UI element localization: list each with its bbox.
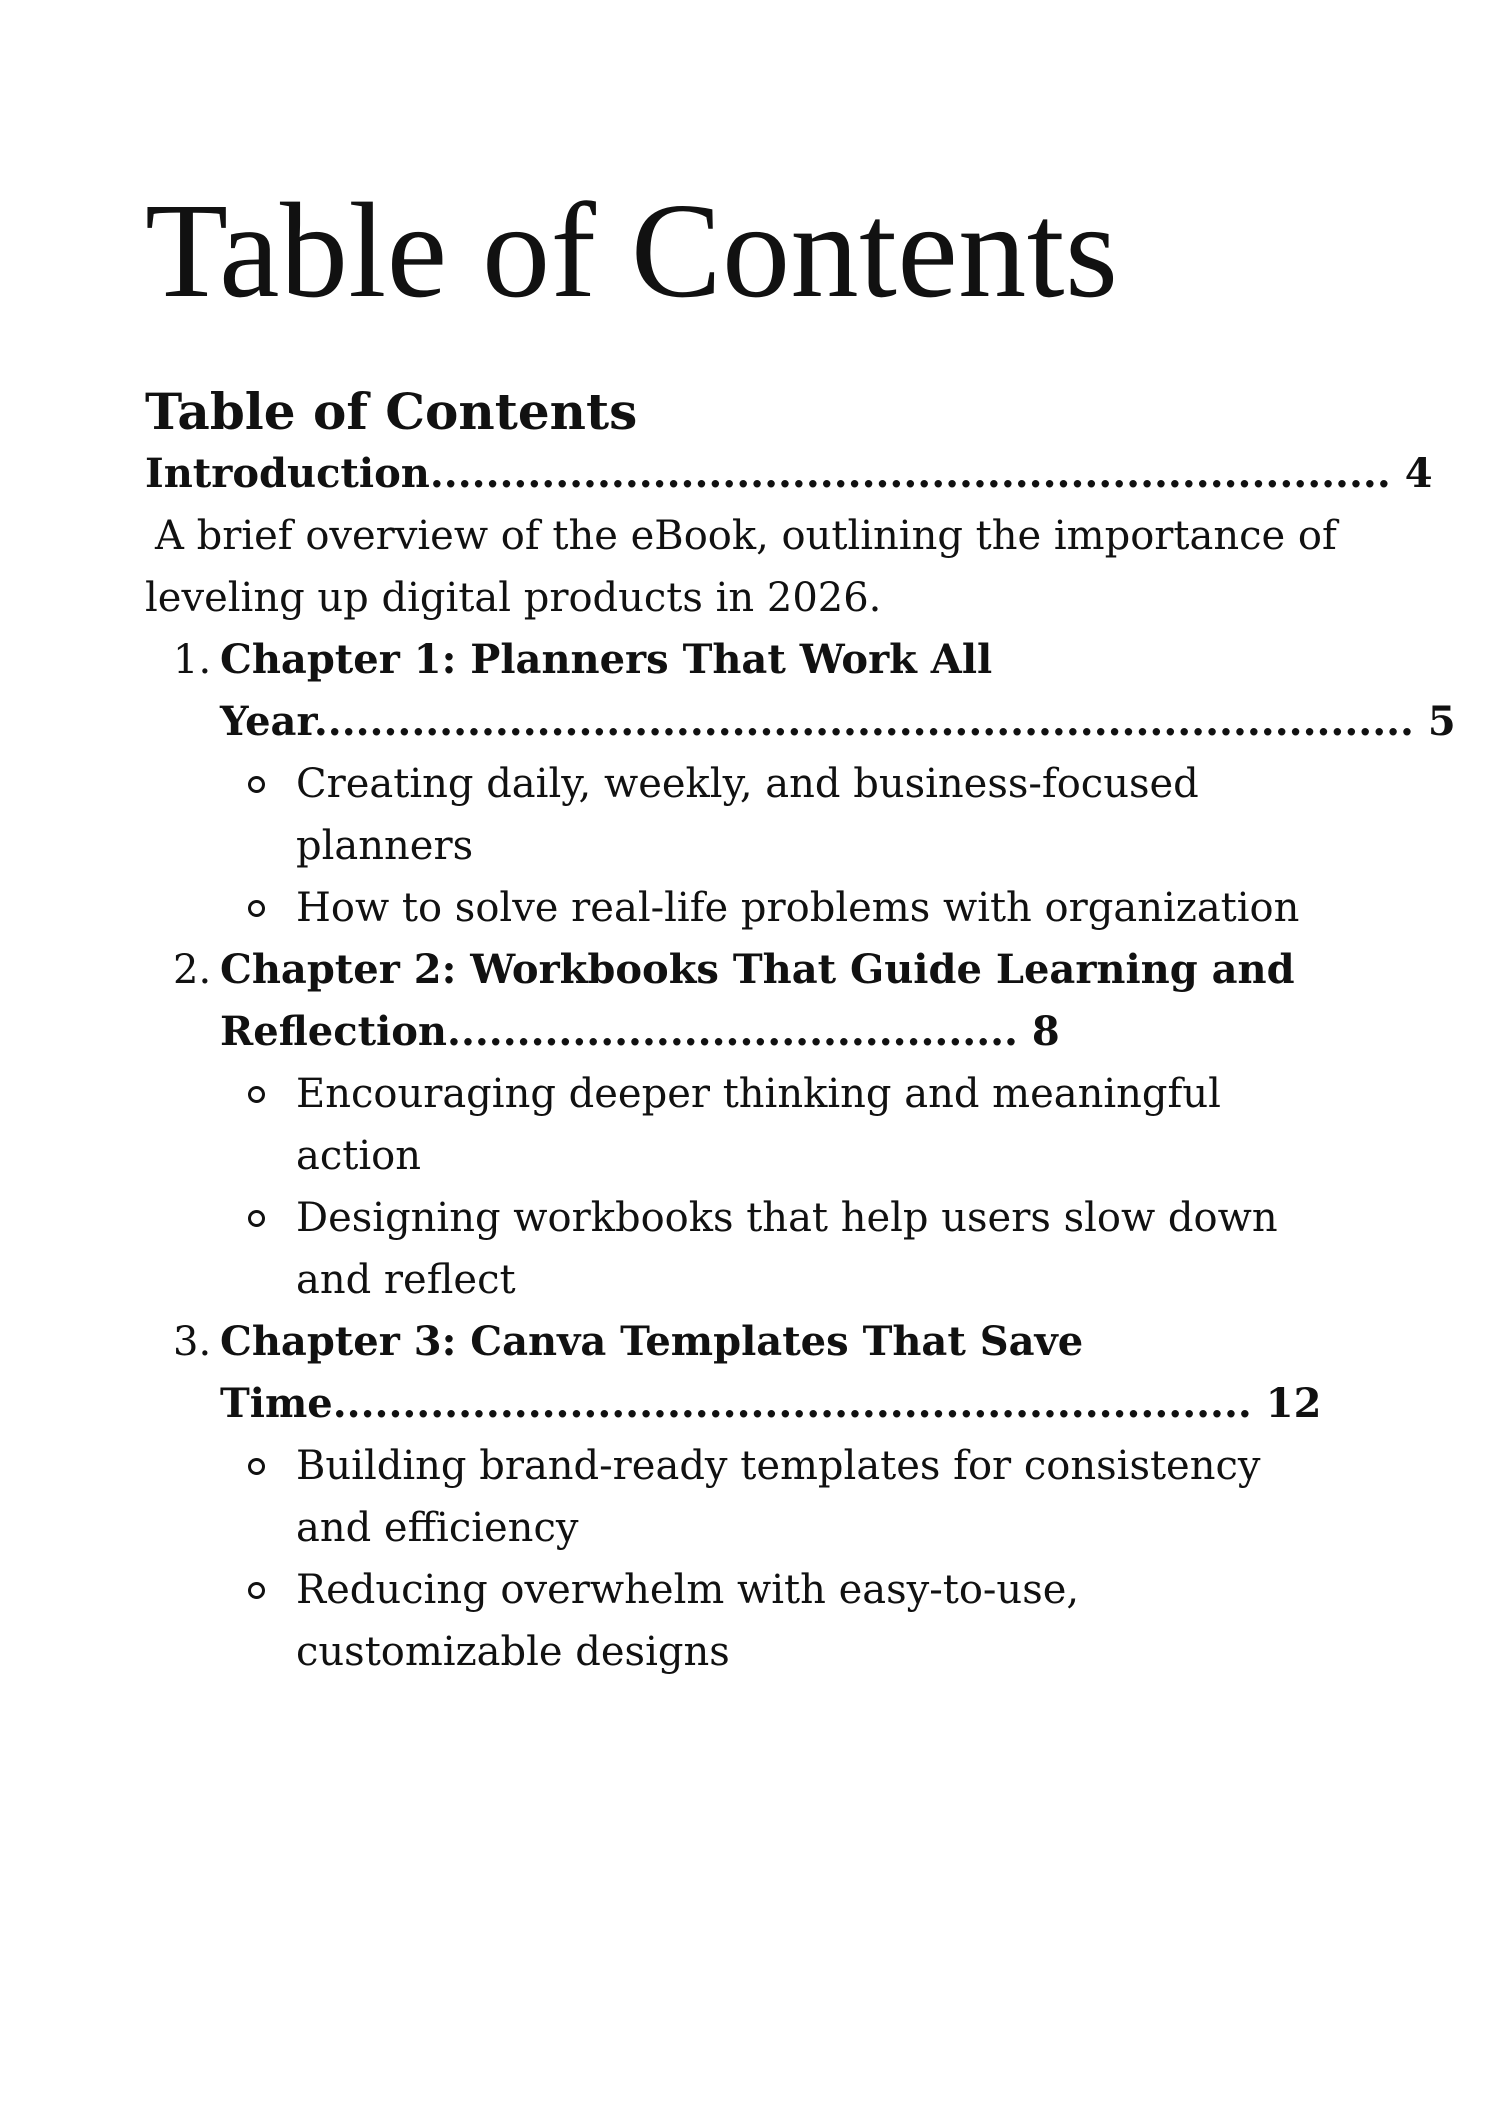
hollow-circle-bullet-icon bbox=[248, 776, 265, 793]
toc-entry-page-number: 5 bbox=[1427, 698, 1456, 746]
list-item-line: Encouraging deeper thinking and meaningful bbox=[296, 1071, 1221, 1118]
list-item-line: Creating daily, weekly, and business-focused bbox=[296, 761, 1199, 808]
list-item-line: and reflect bbox=[296, 1257, 516, 1304]
chapter-number: 1. bbox=[173, 637, 212, 684]
page-title: Table of Contents bbox=[145, 176, 1119, 326]
list-item-line: planners bbox=[296, 823, 474, 870]
hollow-circle-bullet-icon bbox=[248, 1086, 265, 1103]
hollow-circle-bullet-icon bbox=[248, 1582, 265, 1599]
chapter-title-leader: Year............................................................................... bbox=[220, 698, 1414, 746]
chapter-title-line: Chapter 1: Planners That Work All bbox=[220, 636, 993, 684]
chapter-title-leader: Time.................................................................. bbox=[220, 1380, 1252, 1428]
toc-entry-chapter-1[interactable] bbox=[145, 629, 1456, 939]
list-item bbox=[220, 753, 1376, 877]
list-item-line: and efficiency bbox=[296, 1505, 579, 1552]
chapter-title-line bbox=[220, 1373, 1385, 1435]
chapter-number: 2. bbox=[173, 947, 212, 994]
chapter-title-line: Chapter 2: Workbooks That Guide Learning and bbox=[220, 946, 1295, 994]
chapter-list bbox=[145, 629, 1456, 1683]
chapter-title bbox=[220, 1311, 1385, 1435]
toc-entry-chapter-2[interactable] bbox=[145, 939, 1385, 1311]
toc-entry-introduction[interactable] bbox=[145, 443, 1433, 505]
introduction-description-line: leveling up digital products in 2026. bbox=[145, 575, 882, 622]
chapter-title bbox=[220, 939, 1385, 1063]
list-item-line: How to solve real-life problems with organization bbox=[296, 885, 1300, 932]
toc-heading: Table of Contents bbox=[145, 382, 638, 442]
toc-entry-page-number: 12 bbox=[1265, 1380, 1322, 1428]
list-item-line: action bbox=[296, 1133, 421, 1180]
list-item bbox=[220, 877, 1376, 939]
hollow-circle-bullet-icon bbox=[248, 1458, 265, 1475]
toc-entry-label: Introduction..................................................................... bbox=[145, 450, 1391, 498]
introduction-description-line: A brief overview of the eBook, outlining the importance of bbox=[155, 513, 1337, 560]
chapter-title-line bbox=[220, 691, 1456, 753]
chapter-title-line bbox=[220, 1001, 1385, 1063]
chapter-number: 3. bbox=[173, 1319, 212, 1366]
chapter-subitems bbox=[220, 753, 1385, 939]
list-item bbox=[220, 1063, 1376, 1187]
toc-entry-page-number: 8 bbox=[1031, 1008, 1060, 1056]
toc-entry-page-number: 4 bbox=[1404, 450, 1433, 498]
list-item bbox=[220, 1559, 1376, 1683]
toc-content bbox=[145, 170, 1456, 1683]
list-item-line: Building brand-ready templates for consistency bbox=[296, 1443, 1261, 1490]
chapter-subitems bbox=[220, 1435, 1385, 1683]
introduction-description bbox=[145, 505, 1385, 629]
list-item-line: Reducing overwhelm with easy-to-use, bbox=[296, 1567, 1080, 1614]
hollow-circle-bullet-icon bbox=[248, 900, 265, 917]
list-item-line: customizable designs bbox=[296, 1629, 730, 1676]
hollow-circle-bullet-icon bbox=[248, 1210, 265, 1227]
list-item-line: Designing workbooks that help users slow down bbox=[296, 1195, 1278, 1242]
chapter-title bbox=[220, 629, 1456, 753]
chapter-title-line: Chapter 3: Canva Templates That Save bbox=[220, 1318, 1084, 1366]
list-item bbox=[220, 1435, 1376, 1559]
toc-entry-chapter-3[interactable] bbox=[145, 1311, 1385, 1683]
chapter-title-leader: Reflection......................................... bbox=[220, 1008, 1018, 1056]
list-item bbox=[220, 1187, 1376, 1311]
chapter-subitems bbox=[220, 1063, 1385, 1311]
